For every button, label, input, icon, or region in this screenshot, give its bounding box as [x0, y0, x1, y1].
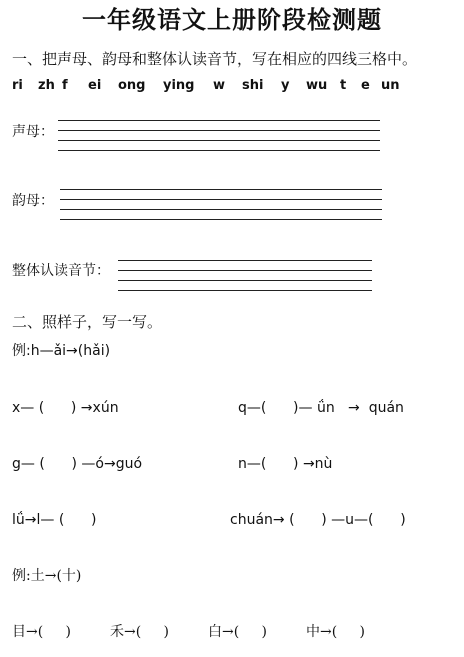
grid-line: [118, 280, 372, 281]
grid-line: [58, 150, 380, 151]
character-item[interactable]: 白→( ): [208, 624, 267, 640]
grid-line: [60, 209, 382, 210]
grid-line: [58, 120, 380, 121]
question-1-heading: 一、把声母、韵母和整体认读音节，写在相应的四线三格中。: [12, 50, 418, 68]
page-title: 一年级语文上册阶段检测题: [82, 6, 382, 34]
syllable: y: [281, 78, 290, 93]
syllable: wu: [306, 78, 328, 93]
syllable: t: [340, 78, 347, 93]
grid-line: [118, 270, 372, 271]
grid-line: [118, 260, 372, 261]
exercise-row-3-right[interactable]: chuán→ ( ) —u—( ): [230, 512, 406, 528]
syllable: zh: [38, 78, 55, 93]
question-2-heading: 二、照样子，写一写。: [12, 313, 163, 331]
character-item[interactable]: 禾→( ): [110, 624, 169, 640]
initials-label: 声母：: [12, 124, 54, 140]
syllable: ri: [12, 78, 23, 93]
syllable: f: [62, 78, 68, 93]
exercise-row-1-left[interactable]: x— ( ) →xún: [12, 400, 119, 416]
example-2: 例:土→(十): [12, 568, 82, 584]
character-item[interactable]: 目→( ): [12, 624, 71, 640]
grid-line: [58, 140, 380, 141]
grid-line: [118, 290, 372, 291]
syllable: ei: [88, 78, 102, 93]
grid-line: [58, 130, 380, 131]
whole-syllable-label: 整体认读音节：: [12, 263, 110, 279]
grid-line: [60, 199, 382, 200]
finals-label: 韵母：: [12, 193, 54, 209]
syllable: un: [381, 78, 400, 93]
grid-line: [60, 189, 382, 190]
syllable: ong: [118, 78, 146, 93]
exercise-row-1-right[interactable]: q—( )— ǘn → quán: [238, 400, 404, 416]
exercise-row-2-right[interactable]: n—( ) →nù: [238, 456, 333, 472]
example-1: 例:h—ǎi→(hǎi): [12, 343, 111, 359]
exercise-row-3-left[interactable]: lǘ→l— ( ): [12, 512, 97, 528]
syllable: w: [213, 78, 226, 93]
character-item[interactable]: 中→( ): [306, 624, 365, 640]
syllable: shi: [242, 78, 264, 93]
grid-line: [60, 219, 382, 220]
exercise-row-2-left[interactable]: g— ( ) —ó→guó: [12, 456, 143, 472]
syllable: e: [361, 78, 370, 93]
syllable: ying: [163, 78, 195, 93]
